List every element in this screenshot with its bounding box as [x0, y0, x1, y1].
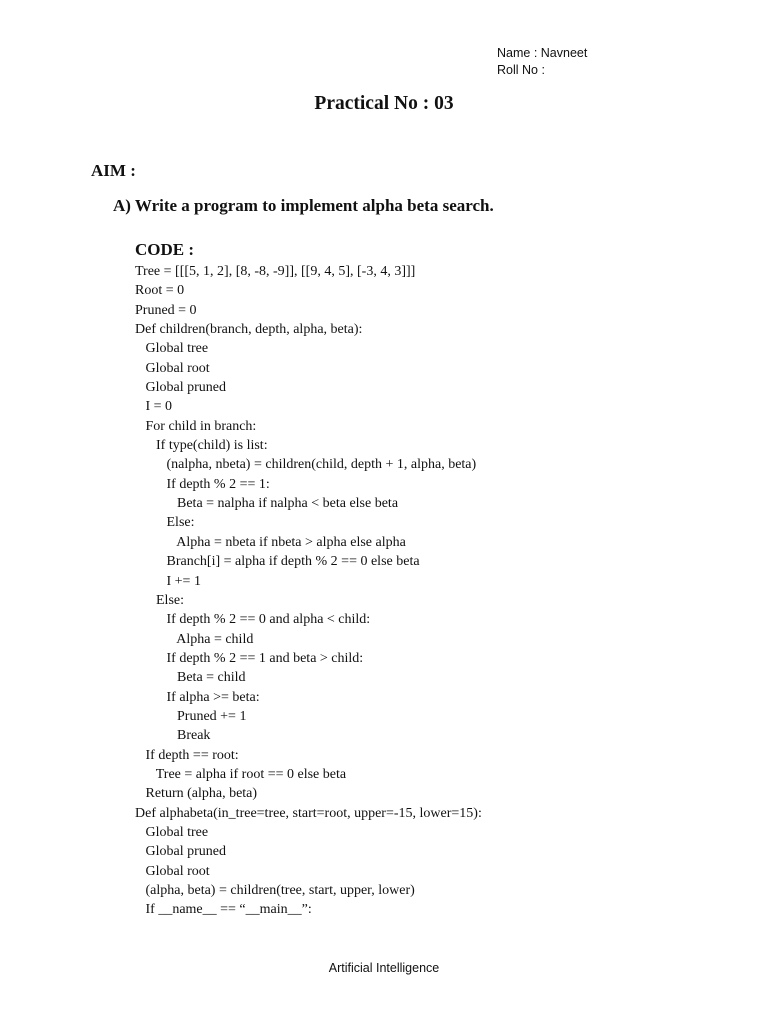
code-line: (alpha, beta) = children(tree, start, upper, lower): [135, 883, 415, 898]
code-line: Def children(branch, depth, alpha, beta):: [135, 322, 363, 338]
code-line: Else:: [135, 515, 195, 531]
code-line: Tree = alpha if root == 0 else beta: [135, 766, 347, 782]
aim-label: AIM :: [91, 161, 136, 180]
code-line: Global tree: [135, 824, 209, 840]
code-line: If depth % 2 == 1:: [135, 476, 270, 492]
code-line: Branch[i] = alpha if depth % 2 == 0 else beta: [135, 554, 420, 570]
roll-number: Roll No :: [497, 63, 545, 77]
code-line: Pruned += 1: [135, 708, 247, 724]
code-line: Pruned = 0: [135, 302, 197, 318]
code-line: For child in branch:: [135, 418, 257, 434]
page-footer: Artificial Intelligence: [328, 961, 440, 975]
student-name: Name : Navneet: [497, 46, 588, 60]
code-line: Else:: [135, 592, 184, 608]
task-statement: A) Write a program to implement alpha beta search.: [113, 196, 494, 215]
code-line: Global pruned: [135, 844, 226, 860]
code-line: Global root: [135, 863, 210, 879]
code-line: I += 1: [135, 573, 201, 589]
code-line: Global pruned: [135, 380, 226, 396]
code-line: Global tree: [135, 341, 209, 357]
code-line: Root = 0: [135, 283, 185, 299]
code-listing: [135, 262, 482, 920]
code-line: (nalpha, nbeta) = children(child, depth + 1, alpha, beta): [135, 457, 477, 473]
code-heading: CODE :: [135, 240, 195, 259]
code-line: If depth % 2 == 1 and beta > child:: [135, 650, 364, 666]
code-line: Alpha = child: [135, 631, 254, 647]
code-line: If depth == root:: [135, 747, 239, 763]
code-line: Return (alpha, beta): [135, 786, 258, 802]
code-line: If type(child) is list:: [135, 438, 268, 454]
code-line: Global root: [135, 360, 210, 376]
code-line: If alpha >= beta:: [135, 689, 260, 705]
code-line: I = 0: [135, 399, 173, 415]
code-line: Tree = [[[5, 1, 2], [8, -8, -9]], [[9, 4, 5], [-3, 4, 3]]]: [135, 264, 416, 279]
code-line: Def alphabeta(in_tree=tree, start=root, upper=-15, lower=15):: [135, 805, 482, 821]
student-info: [497, 45, 587, 79]
code-line: If __name__ == “__main__”:: [135, 902, 312, 918]
page-title: Practical No : 03: [314, 93, 454, 114]
code-line: Break: [135, 728, 211, 744]
code-line: Beta = nalpha if nalpha < beta else beta: [135, 496, 399, 512]
code-line: Alpha = nbeta if nbeta > alpha else alpha: [135, 534, 406, 550]
code-line: Beta = child: [135, 670, 246, 686]
code-line: If depth % 2 == 0 and alpha < child:: [135, 612, 371, 628]
